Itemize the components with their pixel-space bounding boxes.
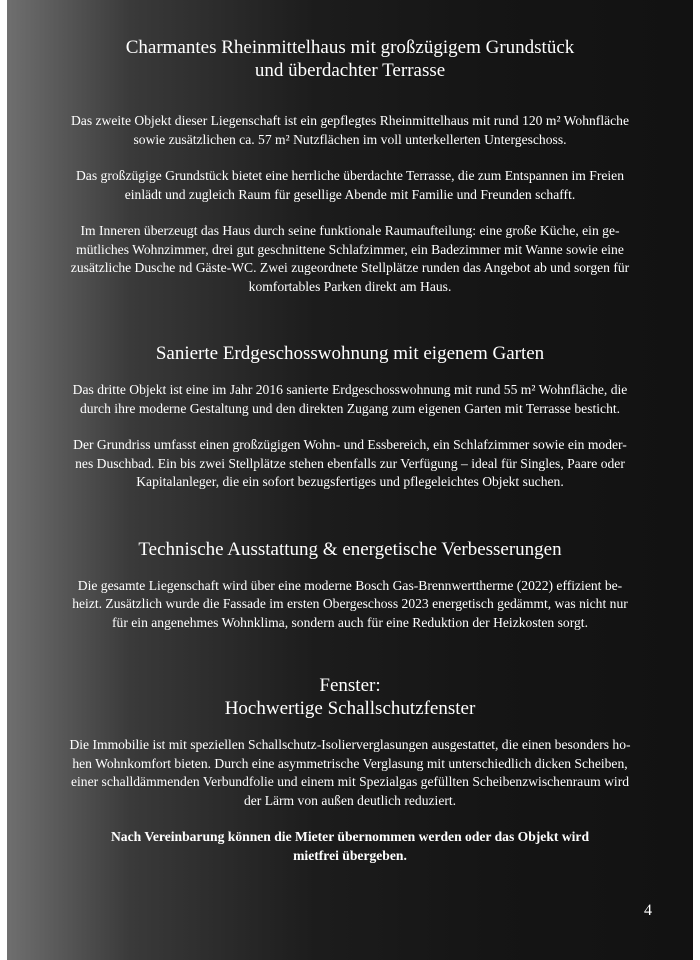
paragraph [39, 167, 661, 204]
document-page [7, 0, 693, 960]
section-heading-fenster [39, 674, 661, 720]
text-line: durch ihre moderne Gestaltung und den direkten Zugang zum eigenen Garten mit Terrasse besticht. [79, 400, 621, 416]
text-line: zusätzliche Dusche nd Gäste-WC. Zwei zugeordnete Stellplätze runden das Angebot ab und sorgen für [70, 260, 630, 275]
section-heading-rheinmittelhaus [39, 36, 661, 82]
text-line: Die gesamte Liegenschaft wird über eine moderne Bosch Gas-Brennwerttherme (2022) effizient be- [77, 577, 623, 593]
section-heading-erdgeschosswohnung [39, 342, 661, 365]
text-line: mütliches Wohnzimmer, drei gut geschnittene Schlafzimmer, ein Badezimmer mit Wanne sowie eine [76, 241, 624, 257]
heading-line: Hochwertige Schallschutzfenster [224, 698, 476, 719]
paragraph [39, 436, 661, 492]
section-heading-technische-ausstattung [39, 538, 661, 561]
heading-line: Sanierte Erdgeschosswohnung mit eigenem Garten [155, 343, 545, 364]
text-line: Im Inneren überzeugt das Haus durch seine funktionale Raumaufteilung: eine große Küche, ein ge- [80, 223, 620, 238]
text-line: Kapitalanleger, die ein sofort bezugsfertiges und pflegeleichtes Objekt suchen. [136, 474, 564, 489]
text-line: für ein angenehmes Wohnklima, sondern auch für eine Reduktion der Heizkosten sorgt. [112, 614, 588, 630]
text-line: hen Wohnkomfort bieten. Durch eine asymmetrische Verglasung mit unterschiedlich dicken Scheiben, [72, 755, 628, 771]
text-line: heizt. Zusätzlich wurde die Fassade im ersten Obergeschoss 2023 energetisch gedämmt, was nicht nur [72, 596, 628, 611]
text-line: Das dritte Objekt ist eine im Jahr 2016 sanierte Erdgeschosswohnung mit rund 55 m² Wohnfläche, die [72, 382, 628, 397]
heading-line: und überdachter Terrasse [254, 60, 446, 81]
paragraph [39, 112, 661, 149]
heading-line: Charmantes Rheinmittelhaus mit großzügigem Grundstück [125, 37, 575, 58]
heading-line: Technische Ausstattung & energetische Verbesserungen [138, 538, 562, 560]
text-line: Das großzügige Grundstück bietet eine herrliche überdachte Terrasse, die zum Entspannen im Freien [75, 168, 625, 183]
text-line: Der Grundriss umfasst einen großzügigen Wohn- und Essbereich, ein Schlafzimmer sowie ein moder- [73, 437, 627, 452]
paragraph [39, 577, 661, 633]
closing-statement [39, 828, 661, 865]
paragraph [39, 381, 661, 418]
text-line: der Lärm von außen deutlich reduziert. [243, 792, 457, 808]
paragraph [39, 736, 661, 810]
heading-line: Fenster: [319, 675, 381, 696]
text-line: Die Immobilie ist mit speziellen Schallschutz-Isolierverglasungen ausgestattet, die einen besonders ho- [69, 737, 631, 752]
page-number: 4 [644, 902, 652, 919]
text-line: nes Duschbad. Ein bis zwei Stellplätze stehen ebenfalls zur Verfügung – ideal für Singles, Paare oder [75, 455, 625, 471]
text-line: mietfrei übergeben. [293, 847, 407, 863]
text-line: Das zweite Objekt dieser Liegenschaft ist ein gepflegtes Rheinmittelhaus mit rund 120 m² Wohnfläche [70, 113, 630, 128]
paragraph [39, 222, 661, 296]
text-line: Nach Vereinbarung können die Mieter übernommen werden oder das Objekt wird [110, 829, 590, 844]
text-line: einlädt und zugleich Raum für gesellige Abende mit Familie und Freunden schafft. [124, 186, 576, 202]
text-line: komfortables Parken direkt am Haus. [248, 278, 452, 294]
text-line: sowie zusätzlichen ca. 57 m² Nutzflächen im voll unterkellerten Untergeschoss. [133, 131, 567, 147]
text-line: einer schalldämmenden Verbundfolie und einem mit Spezialgas gefüllten Scheibenzwischenraum wird [70, 774, 630, 789]
